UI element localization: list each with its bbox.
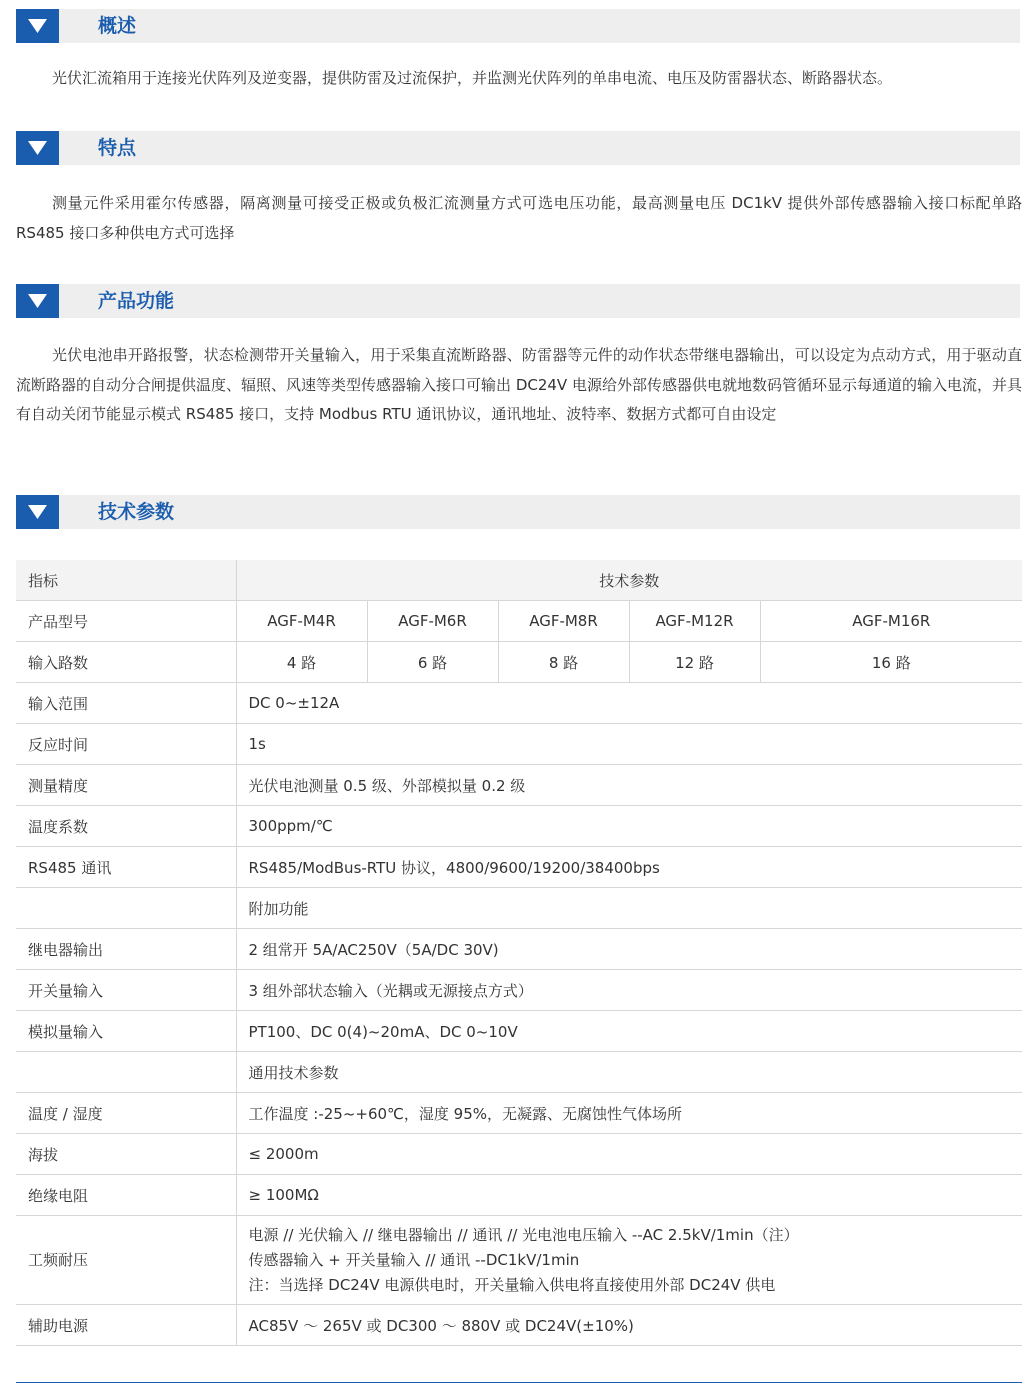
subheader-value: 通用技术参数	[236, 1052, 1022, 1093]
triangle-down-icon	[28, 505, 47, 519]
section-marker	[16, 284, 59, 318]
row-value: PT100、DC 0(4)~20mA、DC 0~10V	[236, 1011, 1022, 1052]
channel-cell: 12 路	[629, 642, 760, 683]
row-label: 温度系数	[16, 806, 236, 847]
triangle-down-icon	[28, 294, 47, 308]
table-row	[16, 1011, 1022, 1052]
section-header-overview	[16, 9, 1020, 43]
overview-text: 光伏汇流箱用于连接光伏阵列及逆变器，提供防雷及过流保护，并监测光伏阵列的单串电流、电压及防雷器状态、断路器状态。	[52, 69, 893, 87]
triangle-down-icon	[28, 141, 47, 155]
table-row	[16, 683, 1022, 724]
channel-cell: 6 路	[367, 642, 498, 683]
row-value: ≥ 100MΩ	[236, 1175, 1022, 1216]
row-value: ≤ 2000m	[236, 1134, 1022, 1175]
table-row	[16, 1134, 1022, 1175]
withstand-note: 注：当选择 DC24V 电源供电时，开关量输入供电将直接使用外部 DC24V 供电	[248, 1275, 776, 1294]
section-marker	[16, 495, 59, 529]
channel-cell: 8 路	[498, 642, 629, 683]
row-label: 绝缘电阻	[16, 1175, 236, 1216]
row-label: 工频耐压	[16, 1216, 236, 1305]
row-label: 开关量输入	[16, 970, 236, 1011]
table-subheader-row	[16, 1052, 1022, 1093]
triangle-down-icon	[28, 19, 47, 33]
table-row-models	[16, 601, 1022, 642]
table-row-withstand	[16, 1216, 1022, 1305]
row-label: 辅助电源	[16, 1305, 236, 1346]
row-label: RS485 通讯	[16, 847, 236, 888]
channel-cell: 16 路	[760, 642, 1022, 683]
row-label: 模拟量输入	[16, 1011, 236, 1052]
row-label: 海拔	[16, 1134, 236, 1175]
spec-table	[16, 560, 1022, 1346]
withstand-line: 传感器输入 + 开关量输入 // 通讯 --DC1kV/1min	[248, 1250, 580, 1269]
row-label: 继电器输出	[16, 929, 236, 970]
row-value: 300ppm/℃	[236, 806, 1022, 847]
table-header-row	[16, 560, 1022, 601]
table-row	[16, 765, 1022, 806]
table-row	[16, 929, 1022, 970]
row-label: 输入路数	[16, 642, 236, 683]
model-cell: AGF-M16R	[760, 601, 1022, 642]
row-label: 测量精度	[16, 765, 236, 806]
table-row-aux-power	[16, 1305, 1022, 1346]
header-indicator: 指标	[16, 560, 236, 601]
row-label: 输入范围	[16, 683, 236, 724]
model-cell: AGF-M8R	[498, 601, 629, 642]
header-specs: 技术参数	[236, 560, 1022, 601]
section-title: 特点	[98, 137, 137, 159]
row-label: 温度 / 湿度	[16, 1093, 236, 1134]
table-row	[16, 724, 1022, 765]
section-header-features	[16, 131, 1020, 165]
section-title: 概述	[98, 15, 137, 37]
withstand-line: 电源 // 光伏输入 // 继电器输出 // 通讯 // 光电池电压输入 --AC 2.5kV/1min（注）	[248, 1225, 799, 1244]
table-row-channels	[16, 642, 1022, 683]
table-row	[16, 847, 1022, 888]
row-label	[16, 888, 236, 929]
row-value: AC85V ～ 265V 或 DC300 ～ 880V 或 DC24V(±10%)	[236, 1305, 1022, 1346]
row-value: 光伏电池测量 0.5 级、外部模拟量 0.2 级	[236, 765, 1022, 806]
model-cell: AGF-M4R	[236, 601, 367, 642]
row-label: 产品型号	[16, 601, 236, 642]
row-value: 工作温度 :-25~+60℃，湿度 95%，无凝露、无腐蚀性气体场所	[236, 1093, 1022, 1134]
row-value: 2 组常开 5A/AC250V（5A/DC 30V)	[236, 929, 1022, 970]
row-value: 3 组外部状态输入（光耦或无源接点方式）	[236, 970, 1022, 1011]
section-header-functions	[16, 284, 1020, 318]
row-value: 1s	[236, 724, 1022, 765]
functions-text: 光伏电池串开路报警，状态检测带开关量输入，用于采集直流断路器、防雷器等元件的动作状态带继电器输出，可以设定为点动方式，用于驱动直流断路器的自动分合闸提供温度、辐照、风速等类型传感器输入接口可输出 DC24V 电源给外部传感器供电就地数码管循环显示每通道的输入电流，并具有自动关闭节能显示模式 RS485 接口，支持 Modbus RTU 通讯协议，通讯地址、波特率、数据方式都可自由设定	[16, 346, 1022, 423]
table-row	[16, 970, 1022, 1011]
row-label	[16, 1052, 236, 1093]
table-subheader-row	[16, 888, 1022, 929]
section-title: 产品功能	[98, 290, 175, 312]
section-marker	[16, 9, 59, 43]
row-label: 反应时间	[16, 724, 236, 765]
row-value: RS485/ModBus-RTU 协议，4800/9600/19200/38400bps	[236, 847, 1022, 888]
withstand-value	[236, 1216, 1022, 1305]
row-value: DC 0~±12A	[236, 683, 1022, 724]
features-text: 测量元件采用霍尔传感器，隔离测量可接受正极或负极汇流测量方式可选电压功能，最高测量电压 DC1kV 提供外部传感器输入接口标配单路 RS485 接口多种供电方式可选择	[16, 194, 1022, 242]
table-row	[16, 806, 1022, 847]
table-row	[16, 1175, 1022, 1216]
model-cell: AGF-M12R	[629, 601, 760, 642]
subheader-value: 附加功能	[236, 888, 1022, 929]
section-marker	[16, 131, 59, 165]
section-header-specs	[16, 495, 1020, 529]
model-cell: AGF-M6R	[367, 601, 498, 642]
section-title: 技术参数	[98, 501, 175, 523]
bottom-divider	[16, 1382, 1022, 1383]
channel-cell: 4 路	[236, 642, 367, 683]
table-row	[16, 1093, 1022, 1134]
